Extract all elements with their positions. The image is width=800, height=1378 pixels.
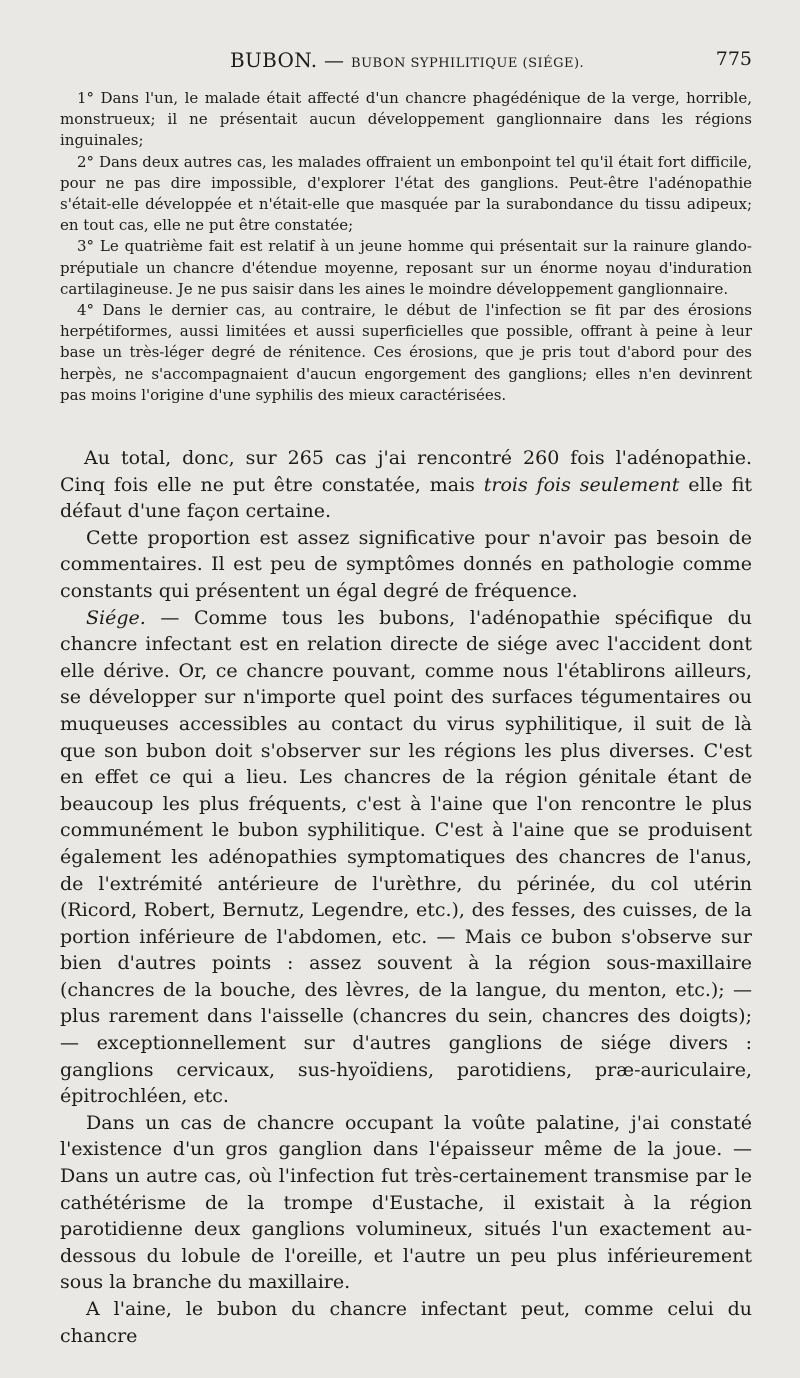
running-title — [230, 48, 584, 72]
paragraph-voute-palatine: Dans un cas de chancre occupant la voûte palatine, j'ai constaté l'existence d'un gros ganglion dans l'épaisseur même de la joue. — Dans un autre cas, où l'infection fut très-certainement transmise par le cathétérisme de la trompe d'Eustache, il existait à la région parotidienne deux ganglions volumineux, situés l'un exactement au-dessous du lobule de l'oreille, et l'autre un peu plus inférieurement sous la branche du maxillaire. — [60, 1111, 752, 1294]
page-number: 775 — [715, 48, 752, 70]
paragraph-siege — [60, 605, 752, 1110]
paragraph-total — [60, 445, 752, 525]
paragraph-proportion: Cette proportion est assez significative pour n'avoir pas besoin de commentaires. Il est peu de symptômes donnés en pathologie comme constants qui présentent un égal degré de fréquence. — [60, 526, 752, 602]
footnote-1: 1° Dans l'un, le malade était affecté d'un chancre phagédénique de la verge, horrible, monstrueux; il ne présentait aucun développement ganglionnaire dans les régions inguinales; — [60, 89, 752, 150]
main-text — [60, 445, 752, 1349]
emphasis-trois-fois: trois fois seulement — [483, 473, 680, 496]
footnote-4: 4° Dans le dernier cas, au contraire, le début de l'infection se fit par des érosions herpétiformes, aussi limitées et aussi superficielles que possible, offrant à peine à leur base un très-léger degré de rénitence. Ces érosions, que je pris tout d'abord pour des herpès, ne s'accompagnaient d'aucun engorgement des ganglions; elles n'en devinrent pas moins l'origine d'une syphilis des mieux caractérisées. — [60, 301, 752, 404]
page-header — [60, 46, 752, 76]
footnote-3: 3° Le quatrième fait est relatif à un jeune homme qui présentait sur la rainure glando-préputiale un chancre d'étendue moyenne, reposant sur un énorme noyau d'induration cartilagineuse. Je ne pus saisir dans les aines le moindre développement ganglionnaire. — [60, 237, 752, 298]
paragraph-total-start: Au total, donc, sur 265 cas j'ai rencontré 260 fois l'adénopathie. Cinq fois elle ne put être constatée, mais — [60, 447, 752, 496]
paragraph-aine: A l'aine, le bubon du chancre infectant peut, comme celui du chancre — [60, 1298, 752, 1347]
paragraph-total-end: elle fit défaut d'une façon certaine. — [60, 473, 752, 523]
running-title-main: BUBON. — — [230, 48, 352, 72]
footnote-block — [60, 88, 752, 406]
section-heading-siege: Siége. — [86, 606, 146, 629]
footnote-2: 2° Dans deux autres cas, les malades offraient un embonpoint tel qu'il était fort difficile, pour ne pas dire impossible, d'explorer l'état des ganglions. Peut-être l'adénopathie s'était-elle développée et n'était-elle que masquée par la surabondance du tissu adipeux; en tout cas, elle ne put être constatée; — [60, 152, 752, 235]
paragraph-siege-text: — Comme tous les bubons, l'adénopathie spécifique du chancre infectant est en relation directe de siége avec l'accident dont elle dérive. Or, ce chancre pouvant, comme nous l'établirons ailleurs, se développer sur n'importe quel point des surfaces tégumentaires ou muqueuses accessibles au contact du virus syphilitique, il suit de là que son bubon doit s'observer sur les régions les plus diverses. C'est en effet ce qui a lieu. Les chancres de la région génitale étant de beaucoup les plus fréquents, c'est à l'aine que l'on rencontre le plus communément le bubon syphilitique. C'est à l'aine que se produisent également les adénopathies symptomatiques des chancres de l'anus, de l'extrémité antérieure de l'urèthre, du périnée, du col utérin (Ricord, Robert, Bernutz, Legendre, etc.), des fesses, des cuisses, de la portion inférieure de l'abdomen, etc. — Mais ce bubon s'observe sur bien d'autres points : assez souvent à la région sous-maxillaire (chancres de la bouche, des lèvres, de la langue, du menton, etc.); — plus rarement dans l'aisselle (chancres du sein, chancres des doigts); — exceptionnellement sur d'autres ganglions de siége divers : ganglions cervicaux, sus-hyoïdiens, parotidiens, præ-auriculaire, épitrochléen, etc. — [60, 606, 752, 1108]
running-title-sub: BUBON SYPHILITIQUE (SIÉGE). — [351, 56, 585, 71]
